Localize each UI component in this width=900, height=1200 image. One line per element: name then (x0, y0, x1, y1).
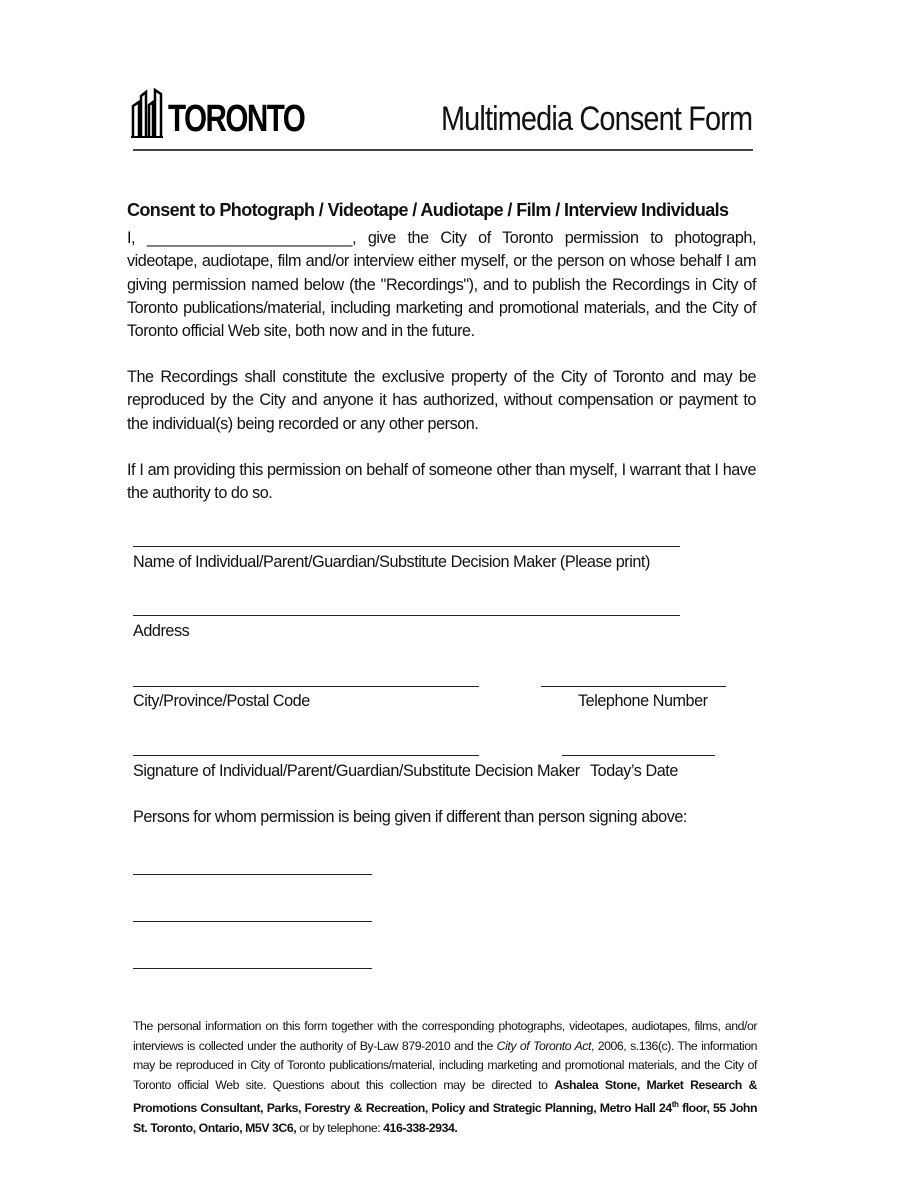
contact-name: Ashalea Stone, Market Research & Promotions Consultant, Parks, Forestry & Recreation, Policy and Strategic Planning, Metro Hall 24 (133, 1077, 757, 1116)
contact-phone: 416-338-2934. (383, 1120, 458, 1135)
telephone-input-line[interactable] (541, 686, 726, 687)
address-input-line[interactable] (133, 615, 680, 616)
page-title: Multimedia Consent Form (440, 100, 752, 138)
signature-input-line[interactable] (133, 755, 479, 756)
header-divider (133, 149, 753, 151)
name-label: Name of Individual/Parent/Guardian/Substitute Decision Maker (Please print) (133, 553, 650, 571)
privacy-notice (133, 1017, 757, 1138)
telephone-label: Telephone Number (578, 692, 708, 710)
notice-text: , 2006, s.136(c). The information may be reproduced in City of Toronto publications/material, including marketing and promotional materials, and the City of Toronto official Web site. Questions about this collection may be directed to (133, 1038, 757, 1092)
notice-text: The personal information on this form together with the corresponding photographs, videotapes, audiotapes, films, and/or interviews is collected under the authority of By-Law 879-2010 and the (133, 1019, 757, 1053)
address-label: Address (133, 622, 190, 640)
persons-label: Persons for whom permission is being given if different than person signing above: (133, 808, 687, 826)
name-input-line[interactable] (133, 546, 680, 547)
section-heading: Consent to Photograph / Videotape / Audiotape / Film / Interview Individuals (127, 200, 729, 220)
superscript: th (671, 1100, 679, 1109)
authority-paragraph: If I am providing this permission on behalf of someone other than myself, I warrant that I have the authority to do so. (127, 461, 756, 503)
toronto-logo (130, 88, 343, 138)
act-name: City of Toronto Act (496, 1038, 591, 1053)
signature-label: Signature of Individual/Parent/Guardian/Substitute Decision Maker (133, 762, 580, 780)
notice-text: or by telephone: (296, 1120, 384, 1135)
city-label: City/Province/Postal Code (133, 692, 310, 710)
person-input-line-1[interactable] (133, 874, 372, 875)
person-input-line-2[interactable] (133, 921, 372, 922)
logo-text: TORONTO (168, 98, 305, 140)
date-input-line[interactable] (562, 755, 715, 756)
property-paragraph: The Recordings shall constitute the exclusive property of the City of Toronto and may be reproduced by the City and anyone it has authorized, without compensation or payment to the individual(s) being recorded or any other person. (127, 368, 756, 433)
date-label: Today’s Date (590, 762, 678, 780)
consent-paragraph: I, ________________________, give the City of Toronto permission to photograph, videotape, audiotape, film and/or interview either myself, or the person on whose behalf I am giving permission named below (the "Recordings"), and to publish the Recordings in City of Toronto publications/material, including marketing and promotional materials, and the City of Toronto official Web site, both now and in the future. (127, 229, 756, 341)
person-input-line-3[interactable] (133, 968, 372, 969)
city-hall-icon (130, 88, 164, 138)
contact-address: floor, 55 John St. Toronto, Ontario, M5V 3C6, (133, 1101, 758, 1135)
city-input-line[interactable] (133, 686, 479, 687)
